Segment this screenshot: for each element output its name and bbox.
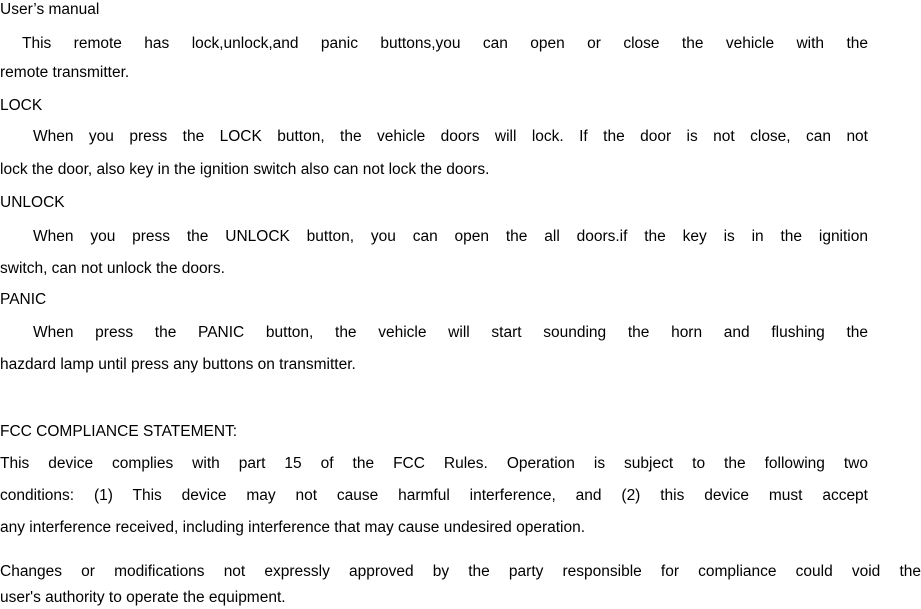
document-title: User’s manual: [0, 1, 100, 18]
changes-line: Changes or modifications not expressly approved by the party responsible for compliance could void the: [0, 563, 921, 580]
lock-heading: LOCK: [0, 97, 43, 114]
panic-line: When press the PANIC button, the vehicle will start sounding the horn and flushing the: [33, 324, 868, 341]
panic-line: hazdard lamp until press any buttons on transmitter.: [0, 356, 356, 373]
unlock-line: When you press the UNLOCK button, you can open the all doors.if the key is in the ignition: [33, 228, 868, 245]
unlock-line: switch, can not unlock the doors.: [0, 260, 225, 277]
fcc-line: This device complies with part 15 of the FCC Rules. Operation is subject to the following two: [0, 455, 868, 472]
intro-line: This remote has lock,unlock,and panic buttons,you can open or close the vehicle with the: [22, 35, 868, 52]
lock-line: When you press the LOCK button, the vehicle doors will lock. If the door is not close, can not: [33, 128, 868, 145]
panic-heading: PANIC: [0, 291, 47, 308]
fcc-line: conditions: (1) This device may not cause harmful interference, and (2) this device must accept: [0, 487, 868, 504]
lock-line: lock the door, also key in the ignition switch also can not lock the doors.: [0, 161, 490, 178]
changes-line: user's authority to operate the equipment.: [0, 589, 286, 606]
intro-line: remote transmitter.: [0, 64, 130, 81]
unlock-heading: UNLOCK: [0, 194, 65, 211]
fcc-heading: FCC COMPLIANCE STATEMENT:: [0, 423, 238, 440]
fcc-line: any interference received, including interference that may cause undesired operation.: [0, 519, 586, 536]
